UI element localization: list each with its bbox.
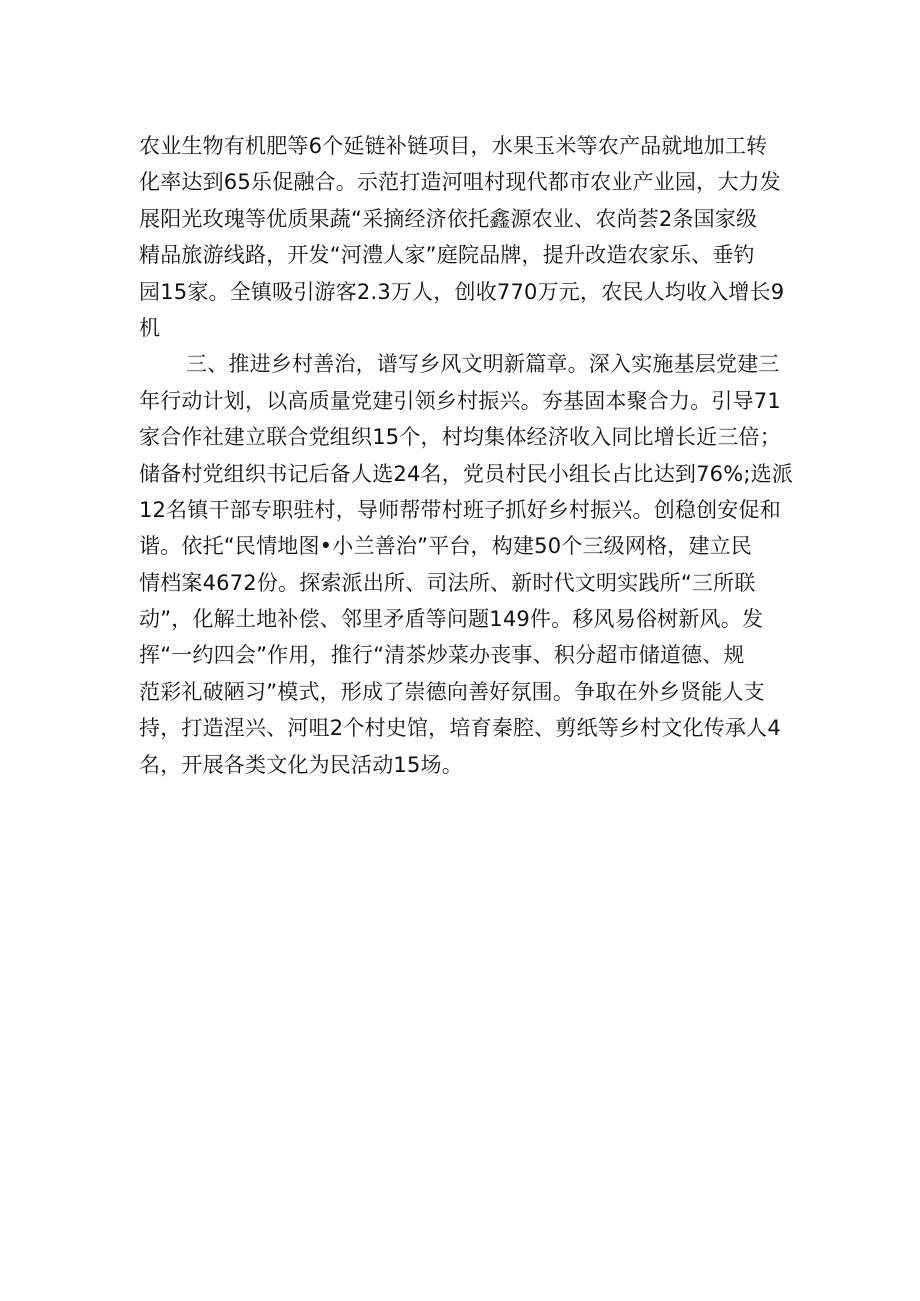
- text-line: 年行动计划，以高质量党建引领乡村振兴。夯基固本聚合力。引导71: [139, 388, 781, 413]
- text-line: 挥“一约四会”作用，推行“清茶炒菜办丧事、积分超市储道德、规: [139, 643, 745, 668]
- section-heading-line: 三、推进乡村善治，谱写乡风文明新篇章。深入实施基层党建三: [186, 352, 780, 377]
- text-line: 机: [139, 315, 161, 340]
- text-line: 家合作社建立联合党组织15个，村均集体经济收入同比增长近三倍；: [139, 425, 781, 450]
- text-line: 情档案4672份。探索派出所、司法所、新时代文明实践所“三所联: [139, 570, 756, 595]
- text-line: 范彩礼破陋习”模式，形成了崇德向善好氛围。争取在外乡贤能人支: [139, 679, 765, 704]
- text-line: 储备村党组织书记后备人选24名，党员村民小组长占比达到76%;选派: [139, 461, 794, 486]
- body-text: [139, 128, 799, 783]
- text-line: 谐。依托“民情地图•小兰善治”平台，构建50个三级网格，建立民: [139, 534, 753, 559]
- text-line: 园15家。全镇吸引游客2.3万人，创收770万元，农民人均收入增长9: [139, 279, 785, 304]
- text-line: 展阳光玫瑰等优质果蔬“采摘经济依托鑫源农业、农尚荟2条国家级: [139, 206, 758, 231]
- text-line: 精品旅游线路，开发“河澧人家”庭院品牌，提升改造农家乐、垂钓: [139, 243, 755, 268]
- text-line: 名，开展各类文化为民活动15场。: [139, 752, 463, 777]
- text-line: 持，打造涅兴、河咀2个村史馆，培育秦腔、剪纸等乡村文化传承人4: [139, 716, 781, 741]
- text-line: 动”，化解土地补偿、邻里矛盾等问题149件。移风易俗树新风。发: [139, 607, 764, 632]
- text-line: 化率达到65乐促融合。示范打造河咀村现代都市农业产业园，大力发: [139, 170, 781, 195]
- text-line: 农业生物有机肥等6个延链补链项目，水果玉米等农产品就地加工转: [139, 134, 768, 158]
- text-line: 12名镇干部专职驻村，导师帮带村班子抓好乡村振兴。创稳创安促和: [139, 497, 781, 522]
